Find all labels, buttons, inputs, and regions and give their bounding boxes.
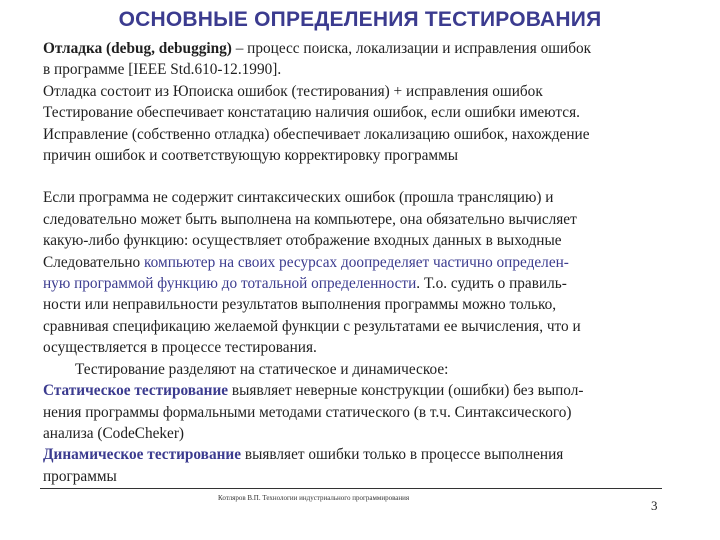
- para2-line-4: [43, 252, 693, 273]
- para2-line-8: осуществляется в процессе тестирования.: [43, 339, 317, 357]
- def-line-3: Отладка состоит из Юпоиска ошибок (тестирования) + исправления ошибок: [43, 82, 543, 100]
- def-term: Отладка (debug, debugging): [43, 40, 232, 57]
- dynamic-term: Динамическое тестирование: [43, 446, 242, 464]
- para2-line-2: следовательно может быть выполнена на компьютере, она обязательно вычисляет: [43, 210, 577, 228]
- para2-line-3: какую-либо функцию: осуществляет отображение входных данных в выходные: [43, 232, 562, 250]
- def-line-4: Тестирование обеспечивает констатацию наличия ошибок, если ошибки имеются.: [43, 104, 580, 122]
- static-rest: выявляет неверные конструкции (ошибки) без выпол-: [228, 382, 584, 400]
- footer-text: Котляров В.П. Технологии индустриального программирования: [218, 494, 410, 502]
- slide-title: ОСНОВНЫЕ ОПРЕДЕЛЕНИЯ ТЕСТИРОВАНИЯ: [118, 8, 602, 31]
- dyn-line-1: [43, 444, 693, 465]
- page-number: 3: [651, 498, 658, 513]
- static-term: Статическое тестирование: [43, 382, 229, 400]
- para2-l4-prefix: Следовательно: [43, 253, 145, 271]
- para2-l5-suffix: . Т.о. судить о правиль-: [416, 275, 567, 293]
- def-line-2: в программе [IEEE Std.610-12.1990].: [43, 61, 282, 79]
- paragraph-gap: [43, 166, 693, 187]
- para2-highlight-2: ную программой функцию до тотальной определенности: [43, 275, 417, 293]
- def-line-6: причин ошибок и соответствующую корректировку программы: [43, 147, 459, 165]
- def-line-1: [43, 38, 693, 59]
- static-line-2: нения программы формальными методами статического (в т.ч. Синтаксического): [43, 403, 572, 421]
- para2-line-6: ности или неправильности результатов выполнения программы можно только,: [43, 296, 557, 314]
- def-line-5: Исправление (собственно отладка) обеспечивает локализацию ошибок, нахождение: [43, 125, 590, 143]
- para2-line-5: [43, 273, 693, 294]
- slide-body: [43, 38, 693, 487]
- dyn-line-2: программы: [43, 467, 117, 485]
- static-line-3: анализа (CodeCheker): [43, 424, 185, 442]
- para2-highlight-1: компьютер на своих ресурсах доопределяет частично определен-: [144, 253, 569, 271]
- para3-intro: Тестирование разделяют на статическое и динамическое:: [75, 360, 449, 378]
- def-rest: – процесс поиска, локализации и исправления ошибок: [231, 40, 592, 57]
- footer-rule: [40, 488, 662, 489]
- para2-line-7: сравнивая спецификацию желаемой функции с результатами ее вычисления, что и: [43, 317, 581, 335]
- para2-line-1: Если программа не содержит синтаксических ошибок (прошла трансляцию) и: [43, 189, 554, 207]
- dynamic-rest: выявляет ошибки только в процессе выполнения: [241, 446, 564, 464]
- static-line-1: [43, 380, 693, 401]
